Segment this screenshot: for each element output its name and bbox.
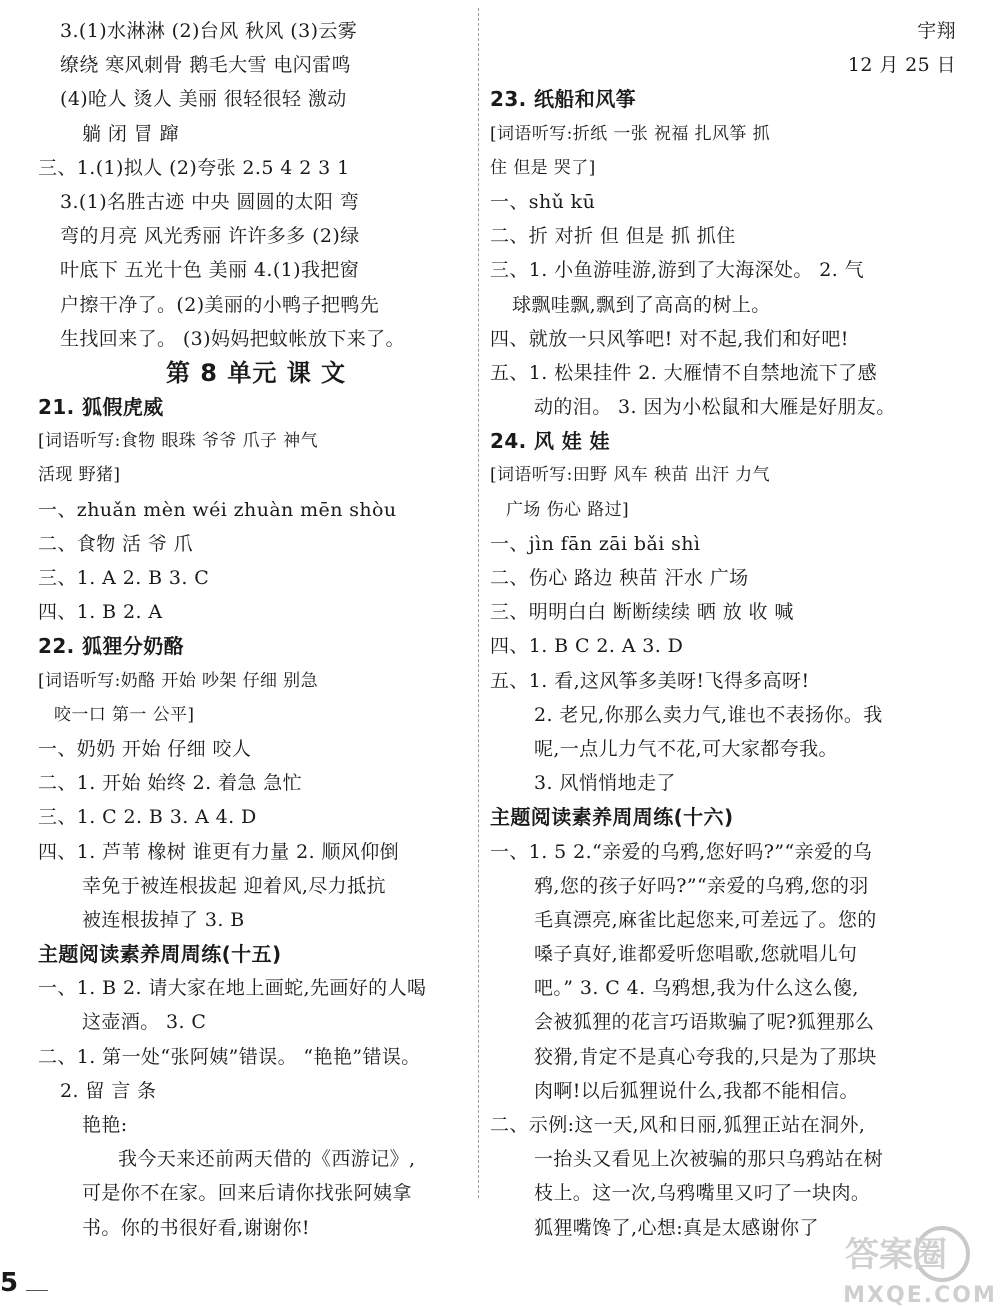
left-column-line: 3.(1)水淋淋 (2)台风 秋风 (3)云雾 — [60, 20, 358, 42]
left-column-line: [词语听写:奶酪 开始 吵架 仔细 别急 — [38, 670, 318, 691]
right-column-line: 3. 风悄悄地走了 — [534, 772, 676, 795]
right-column-line: [词语听写:田野 风车 秧苗 出汗 力气 — [490, 465, 770, 486]
right-column-line: 宇翔 — [917, 20, 956, 42]
right-column-line: 主题阅读素养周周练(十六) — [490, 805, 734, 830]
right-column-line: 广场 伤心 路过] — [506, 499, 630, 520]
right-column-line: 动的泪。 3. 因为小松鼠和大雁是好朋友。 — [534, 396, 896, 419]
right-column-line: 枝上。这一次,乌鸦嘴里又叼了一块肉。 — [534, 1182, 871, 1205]
left-column-line: 艳艳: — [82, 1114, 128, 1136]
left-column-line: 幸免于被连根拔起 迎着风,尽力抵抗 — [82, 874, 386, 897]
left-column-line: 咬一口 第一 公平] — [54, 704, 195, 725]
right-column-line: 一抬头又看见上次被骗的那只乌鸦站在树 — [534, 1148, 884, 1171]
right-column-line: 鸦,您的孩子好吗?”“亲爱的乌鸦,您的羽 — [534, 874, 869, 897]
right-column-line: 24. 风 娃 娃 — [490, 429, 610, 454]
left-column-line: 二、1. 开始 始终 2. 着急 急忙 — [38, 772, 303, 795]
right-column-line: 三、1. 小鱼游哇游,游到了大海深处。 2. 气 — [490, 259, 865, 282]
left-column-line: 三、1. C 2. B 3. A 4. D — [38, 806, 257, 829]
right-column-line: 一、jìn fān zāi bǎi shì — [490, 532, 701, 555]
right-column-line: 五、1. 松果挂件 2. 大雁情不自禁地流下了感 — [490, 361, 877, 384]
left-column-line: 一、zhuǎn mèn wéi zhuàn mēn shòu — [38, 498, 397, 521]
right-column-line: 一、shǔ kū — [490, 190, 596, 213]
left-column-line: 三、1.(1)拟人 (2)夸张 2.5 4 2 3 1 — [38, 156, 350, 179]
right-column-line: 球飘哇飘,飘到了高高的树上。 — [512, 293, 771, 316]
watermark-logo-text: 答案圈 — [845, 1235, 947, 1275]
right-column-line: 肉啊!以后狐狸说什么,我都不能相信。 — [534, 1079, 859, 1102]
left-column-line: 21. 狐假虎威 — [38, 395, 164, 420]
right-column-line: 2. 老兄,你那么卖力气,谁也不表扬你。我 — [534, 703, 883, 726]
right-column-line: 四、1. B C 2. A 3. D — [490, 635, 684, 658]
right-column-line: 二、伤心 路边 秧苗 汗水 广场 — [490, 567, 749, 589]
right-column-line: 狐狸嘴馋了,心想:真是太感谢你了 — [534, 1216, 819, 1239]
left-column-line: 书。你的书很好看,谢谢你! — [82, 1216, 310, 1239]
watermark-logo — [800, 1220, 1000, 1309]
left-column-line: 2. 留 言 条 — [60, 1079, 157, 1102]
left-column-line: 22. 狐狸分奶酪 — [38, 634, 184, 659]
left-column-line: 被连根拔掉了 3. B — [82, 908, 245, 931]
left-column-line: 叶底下 五光十色 美丽 4.(1)我把窗 — [60, 259, 360, 282]
page-number: 5 — [0, 1268, 19, 1298]
right-column-line: 五、1. 看,这风筝多美呀!飞得多高呀! — [490, 669, 810, 692]
left-column-line: 生找回来了。 (3)妈妈把蚊帐放下来了。 — [60, 327, 405, 350]
left-column-line: 户擦干净了。(2)美丽的小鸭子把鸭先 — [60, 293, 380, 316]
column-divider — [478, 8, 479, 1198]
right-column-line: 23. 纸船和风筝 — [490, 87, 636, 112]
left-column-line: 躺 闭 冒 蹿 — [82, 122, 179, 145]
right-column-line: 呢,一点儿力气不花,可大家都夸我。 — [534, 737, 838, 760]
left-column-line: [词语听写:食物 眼珠 爷爷 爪子 神气 — [38, 431, 318, 452]
left-column-line: 可是你不在家。回来后请你找张阿姨拿 — [82, 1182, 412, 1205]
right-column-line: 嗓子真好,谁都爱听您唱歌,您就唱儿句 — [534, 943, 858, 966]
left-column-line: 这壶酒。 3. C — [82, 1011, 207, 1034]
right-column-line: 二、示例:这一天,风和日丽,狐狸正站在洞外, — [490, 1114, 866, 1136]
left-column-line: 缭绕 寒风刺骨 鹅毛大雪 电闪雷鸣 — [60, 54, 351, 77]
right-column — [490, 14, 962, 1245]
watermark-url: MXQE.COM — [843, 1283, 997, 1308]
left-column-line: 活现 野猪] — [38, 465, 121, 486]
left-column-line: 二、1. 第一处“张阿姨”错误。 “艳艳”错误。 — [38, 1045, 421, 1068]
right-column-line: [词语听写:折纸 一张 祝福 扎风筝 抓 — [490, 123, 770, 144]
right-column-line: 一、1. 5 2.“亲爱的乌鸦,您好吗?”“亲爱的乌 — [490, 840, 873, 863]
left-column-line: 四、1. 芦苇 橡树 谁更有力量 2. 顺风仰倒 — [38, 840, 400, 863]
left-column-line: 二、食物 活 爷 爪 — [38, 532, 194, 555]
right-column-line: 毛真漂亮,麻雀比起您来,可差远了。您的 — [534, 908, 877, 931]
left-column-line: 我今天来还前两天借的《西游记》, — [118, 1148, 416, 1171]
right-column-line: 三、明明白白 断断续续 晒 放 收 喊 — [490, 601, 794, 624]
left-column-line: 第 8 单元 课 文 — [165, 358, 347, 387]
page-number-dash — [26, 1290, 48, 1291]
left-column — [38, 14, 474, 1245]
left-column-line: 主题阅读素养周周练(十五) — [38, 942, 282, 967]
left-column-line: (4)呛人 烫人 美丽 很轻很轻 激动 — [60, 88, 347, 111]
left-column-line: 3.(1)名胜古迹 中央 圆圆的太阳 弯 — [60, 190, 360, 213]
right-column-line: 住 但是 哭了] — [490, 157, 596, 178]
left-column-line: 一、奶奶 开始 仔细 咬人 — [38, 737, 252, 760]
right-column-line: 12 月 25 日 — [847, 54, 956, 77]
right-column-line: 二、折 对折 但 但是 抓 抓住 — [490, 225, 736, 248]
right-column-line: 吧。” 3. C 4. 乌鸦想,我为什么这么傻, — [534, 977, 859, 1000]
left-column-line: 三、1. A 2. B 3. C — [38, 567, 210, 589]
left-column-line: 四、1. B 2. A — [38, 601, 163, 624]
left-column-line: 弯的月亮 风光秀丽 许许多多 (2)绿 — [60, 225, 360, 248]
right-column-line: 会被狐狸的花言巧语欺骗了呢?狐狸那么 — [534, 1011, 875, 1034]
left-column-line: 一、1. B 2. 请大家在地上画蛇,先画好的人喝 — [38, 977, 427, 1000]
right-column-line: 四、就放一只风筝吧! 对不起,我们和好吧! — [490, 327, 849, 350]
right-column-line: 狡猾,肯定不是真心夸我的,只是为了那块 — [534, 1045, 877, 1068]
